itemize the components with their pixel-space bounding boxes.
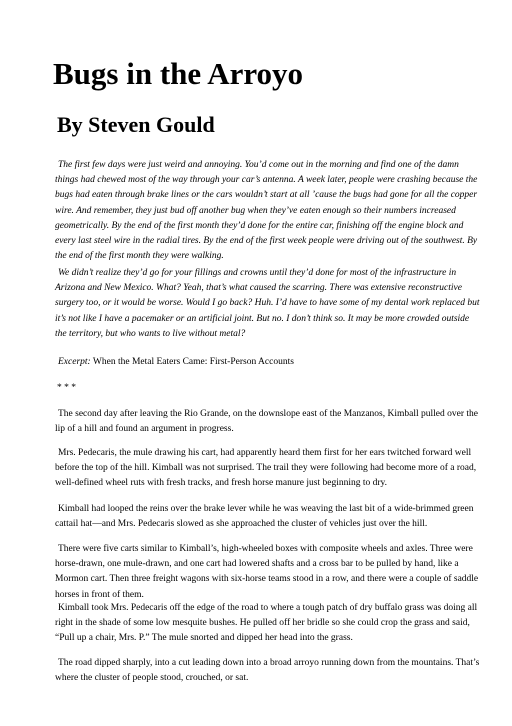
epigraph-paragraph-2: We didn’t realize they’d go for your fillings and crowns until they’d done for most of the infrastructure in Arizona and New Mexico. What? Yeah, that’s what caused the scarring. There was extensive reconstructive surgery too, or it would be worse. Would I go back? Huh. I’d have to have some of my dental work replaced but it’s not like I have a pacemaker or an artificial joint. But no. I don’t think so. It may be more crowded outside the territory, but who wants to live without metal? — [55, 268, 480, 339]
author-byline: By Steven Gould — [57, 112, 215, 137]
body-paragraph: The road dipped sharply, into a cut leading down into a broad arroyo running down from the mountains. That’s where the cluster of people stood, crouched, or sat. — [55, 658, 480, 684]
epigraph-paragraph-1: The first few days were just weird and annoying. You’d come out in the morning and find one of the damn things had chewed most of the way through your car’s antenna. A week later, people were crashing because the bugs had eaten through brake lines or the cars wouldn’t start at all ’cause the bugs had gone for all the copper wire. And remember, they just bud off another bug when they’ve eaten enough so their numbers increased geometrically. By the end of the first month they’d done for the entire car, finishing off the engine block and every last steel wire in the radial tires. By the end of the first week people were driving out of the southwest. By the end of the first month they were walking. — [55, 160, 478, 262]
story-title: Bugs in the Arroyo — [53, 56, 304, 91]
body-paragraph: Kimball had looped the reins over the brake lever while he was weaving the last bit of a wide-brimmed green cattail hat—and Mrs. Pedecaris slowed as she approached the cluster of vehicles just over the hill. — [55, 504, 474, 530]
section-separator: * * * — [57, 383, 76, 393]
excerpt-attribution — [55, 355, 483, 370]
excerpt-source: When the Metal Eaters Came: First-Person Accounts — [90, 357, 294, 367]
body-paragraph: The second day after leaving the Rio Grande, on the downslope east of the Manzanos, Kimball pulled over the lip of a hill and found an argument in progress. — [55, 409, 478, 435]
body-paragraph: Mrs. Pedecaris, the mule drawing his cart, had apparently heard them first for her ears twitched forward well before the top of the hill. Kimball was not surprised. The trail they were following had become more of a road, well-defined wheel ruts with fresh tracks, and fresh horse manure just beginning to dry. — [55, 448, 477, 489]
body-paragraph: Kimball took Mrs. Pedecaris off the edge of the road to where a tough patch of dry buffalo grass was doing all right in the shade of some low mesquite bushes. He pulled off her bridle so she could crop the grass and said, “Pull up a chair, Mrs. P.” The mule snorted and dipped her head into the grass. — [55, 603, 478, 644]
body-paragraph: There were five carts similar to Kimball’s, high-wheeled boxes with composite wheels and axles. Three were horse-drawn, one mule-drawn, and one cart had lowered shafts and a cross bar to be pulled by hand, like a Mormon cart. Then three freight wagons with six-horse teams stood in a row, and there were a couple of saddle horses in front of them. — [55, 544, 479, 600]
excerpt-label: Excerpt: — [58, 357, 91, 367]
